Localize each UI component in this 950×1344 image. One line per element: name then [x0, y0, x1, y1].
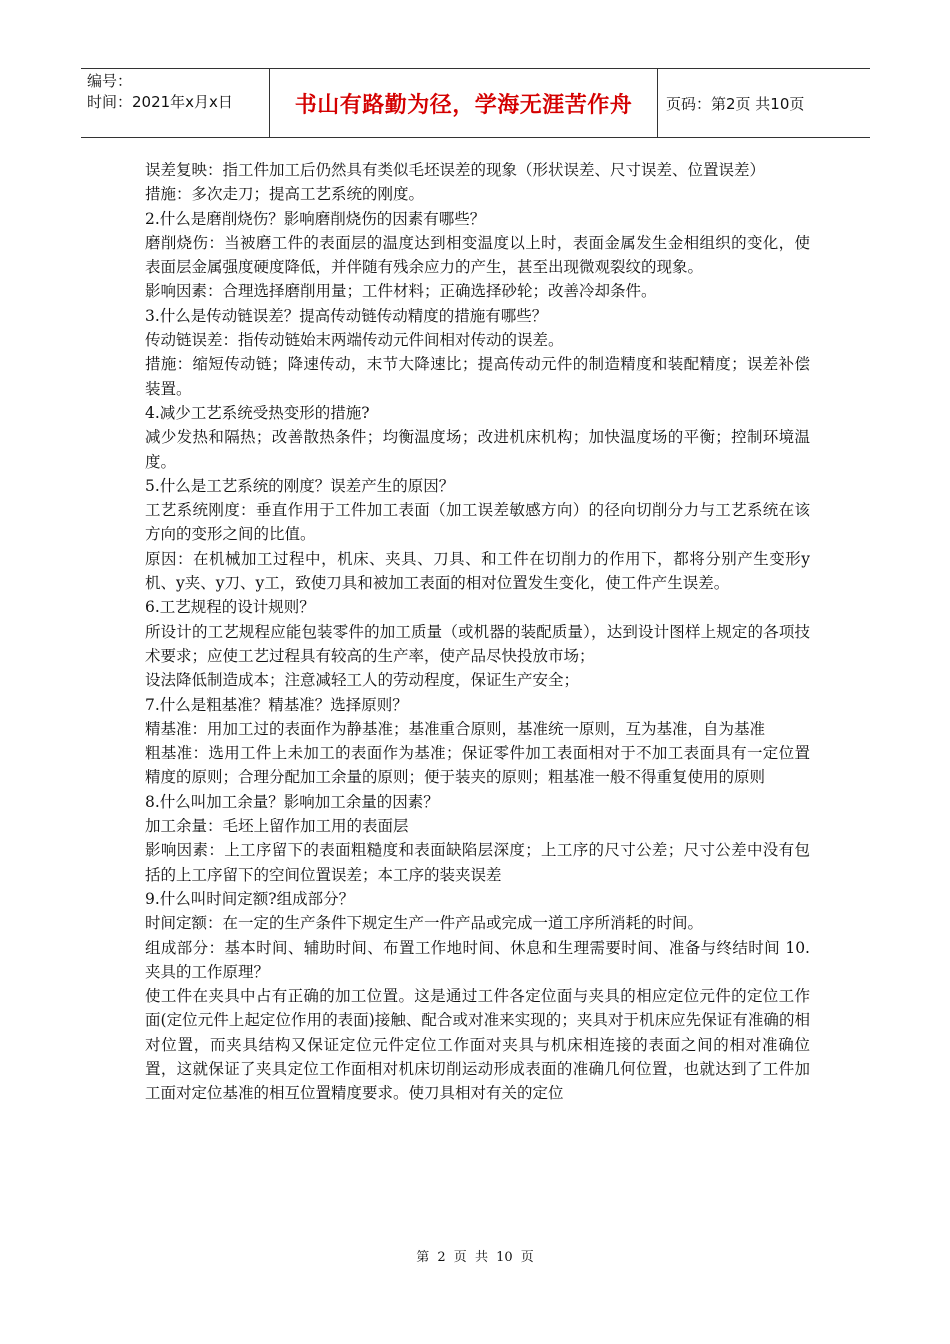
question-heading: 3.什么是传动链误差？提高传动链传动精度的措施有哪些？ — [145, 306, 548, 325]
footer-ye: 页 — [453, 1250, 467, 1265]
page-footer — [0, 1246, 950, 1265]
footer-di: 第 — [416, 1250, 430, 1265]
question-heading: 6.工艺规程的设计规则？ — [145, 598, 315, 617]
question-heading: 8.什么叫加工余量？影响加工余量的因素？ — [145, 792, 439, 811]
paragraph: 加工余量：毛坯上留作加工用的表面层 — [145, 817, 409, 836]
header-page-cell — [658, 69, 870, 137]
page-info: 页码：第2页 共10页 — [666, 94, 805, 113]
question-heading: 4.减少工艺系统受热变形的措施? — [145, 403, 370, 422]
footer-ye: 页 — [520, 1250, 534, 1265]
footer-total-pages: 10 — [496, 1250, 513, 1265]
page-header — [81, 68, 870, 138]
paragraph: 组成部分：基本时间、辅助时间、布置工作地时间、休息和生理需要时间、准备与终结时间 10.夹具的工作原理？ — [145, 938, 810, 981]
paragraph: 措施：多次走刀；提高工艺系统的刚度。 — [145, 185, 425, 204]
paragraph: 所设计的工艺规程应能包装零件的加工质量（或机器的装配质量），达到设计图样上规定的各项技术要求；应使工艺过程具有较高的生产率，使产品尽快投放市场； — [145, 622, 810, 665]
document-date: 时间：2021年x月x日 — [87, 93, 233, 111]
paragraph: 精基准：用加工过的表面作为静基准；基准重合原则，基准统一原则，互为基准，自为基准 — [145, 719, 766, 738]
footer-gong: 共 — [474, 1250, 488, 1265]
paragraph: 时间定额：在一定的生产条件下规定生产一件产品或完成一道工序所消耗的时间。 — [145, 914, 704, 933]
paragraph: 传动链误差：指传动链始末两端传动元件间相对传动的误差。 — [145, 331, 564, 350]
paragraph: 使工件在夹具中占有正确的加工位置。这是通过工件各定位面与夹具的相应定位元件的定位工作面(定位元件上起定位作用的表面)接触、配合或对准来实现的；夹具对于机床应先保证有准确的相对位置，而夹具结构又保证定位元件定位工作面对夹具与机床相连接的表面之间的相对准确位置，这就保证了夹具定位工作面相对机床切削运动形成表面的准确几何位置，也就达到了工件加工面对定位基准的相互位置精度要求。使刀具相对有关的定位 — [145, 987, 810, 1103]
question-heading: 2.什么是磨削烧伤？影响磨削烧伤的因素有哪些？ — [145, 209, 486, 228]
paragraph: 影响因素：上工序留下的表面粗糙度和表面缺陷层深度；上工序的尺寸公差；尺寸公差中没有包括的上工序留下的空间位置误差；本工序的装夹误差 — [145, 841, 810, 884]
question-heading: 7.什么是粗基准？精基准？选择原则？ — [145, 695, 408, 714]
paragraph: 影响因素：合理选择磨削用量；工件材料；正确选择砂轮；改善冷却条件。 — [145, 282, 657, 301]
document-number-label: 编号： — [87, 72, 133, 90]
paragraph: 原因：在机械加工过程中，机床、夹具、刀具、和工件在切削力的作用下，都将分别产生变形y机、y夹、y刀、y工，致使刀具和被加工表面的相对位置发生变化，使工件产生误差。 — [145, 549, 810, 593]
paragraph: 磨削烧伤：当被磨工件的表面层的温度达到相变温度以上时，表面金属发生金相组织的变化，使表面层金属强度硬度降低，并伴随有残余应力的产生，甚至出现微观裂纹的现象。 — [145, 233, 810, 277]
header-left-cell — [81, 69, 269, 137]
paragraph: 粗基准：选用工件上未加工的表面作为基准；保证零件加工表面相对于不加工表面具有一定位置精度的原则；合理分配加工余量的原则；便于装夹的原则；粗基准一般不得重复使用的原则 — [145, 744, 810, 787]
paragraph: 减少发热和隔热；改善散热条件；均衡温度场；改进机床机构；加快温度场的平衡；控制环境温度。 — [145, 428, 810, 471]
paragraph: 误差复映：指工件加工后仍然具有类似毛坯误差的现象（形状误差、尺寸误差、位置误差） — [145, 161, 766, 179]
motto-text: 书山有路勤为径，学海无涯苦作舟 — [294, 92, 633, 118]
paragraph: 措施：缩短传动链；降速传动，末节大降速比；提高传动元件的制造精度和装配精度；误差补偿装置。 — [145, 355, 810, 398]
footer-page-number: 2 — [437, 1250, 446, 1265]
question-heading: 5.什么是工艺系统的刚度？误差产生的原因？ — [145, 476, 455, 495]
document-body — [145, 158, 810, 1106]
question-heading: 9.什么叫时间定额?组成部分？ — [145, 889, 355, 908]
header-motto-cell — [269, 69, 658, 137]
paragraph: 设法降低制造成本；注意减轻工人的劳动程度，保证生产安全； — [145, 671, 580, 690]
paragraph: 工艺系统刚度：垂直作用于工件加工表面（加工误差敏感方向）的径向切削分力与工艺系统在该方向的变形之间的比值。 — [145, 501, 810, 544]
